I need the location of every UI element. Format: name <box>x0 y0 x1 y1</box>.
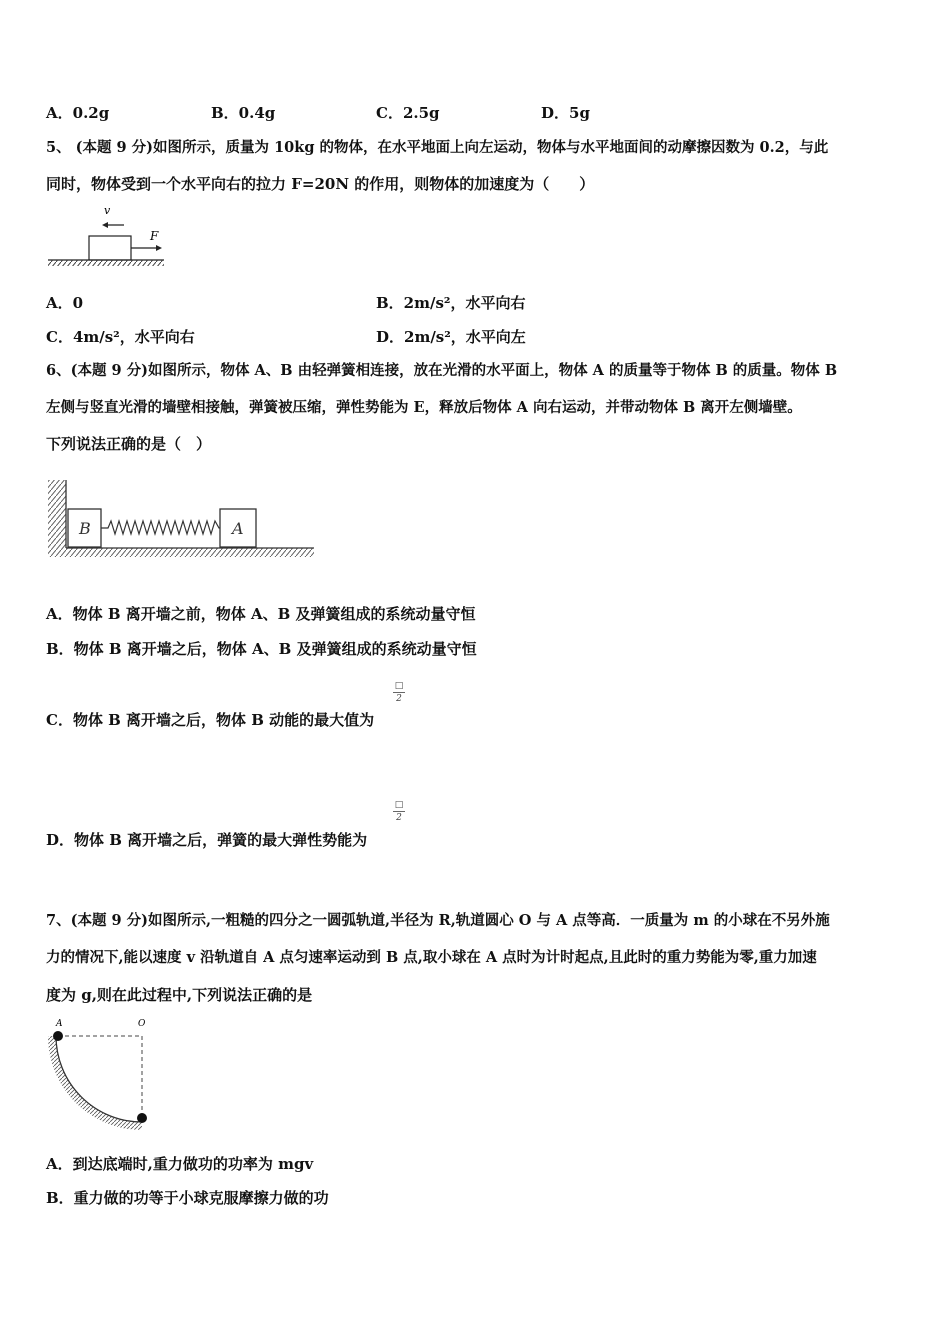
q7-stem-line1: 7、(本题 9 分)如图所示,一粗糙的四分之一圆弧轨道,半径为 R,轨道圆心 O 与 A 点等高．一质量为 m 的小球在不另外施 <box>46 912 830 929</box>
q5-option-b[interactable]: B．2m/s²，水平向右 <box>376 294 526 312</box>
q7-track-arc <box>56 1036 142 1122</box>
q5-option-d[interactable]: D．2m/s²，水平向左 <box>376 328 526 346</box>
q5-stem-line2: 同时，物体受到一个水平向右的拉力 F=20N 的作用，则物体的加速度为（ ） <box>46 175 595 193</box>
q6-option-c[interactable]: C．物体 B 离开墙之后，物体 B 动能的最大值为 <box>46 711 375 729</box>
q6-option-d[interactable]: D．物体 B 离开墙之后，弹簧的最大弹性势能为 <box>46 831 368 849</box>
q7-option-a[interactable]: A．到达底端时,重力做功的功率为 mgv <box>46 1155 314 1173</box>
q7-label-o: O <box>138 1019 146 1029</box>
q7-option-b[interactable]: B．重力做的功等于小球克服摩擦力做的功 <box>46 1189 329 1207</box>
fraction-numerator: □ <box>394 681 404 691</box>
q5-stem-line1: 5、 (本题 9 分)如图所示，质量为 10kg 的物体，在水平地面上向左运动，物体与水平地面间的动摩擦因数为 0.2，与此 <box>46 139 829 156</box>
q6-stem-line3: 下列说法正确的是（ ） <box>46 435 212 453</box>
q4-option-d[interactable]: D．5g <box>541 104 590 122</box>
q6-label-b: B <box>79 519 91 538</box>
q5-option-a[interactable]: A．0 <box>46 294 84 312</box>
q7-label-a: A <box>56 1019 63 1029</box>
q7-track-hatch <box>48 1036 142 1130</box>
q6-option-a[interactable]: A．物体 B 离开墙之前，物体 A、B 及弹簧组成的系统动量守恒 <box>46 605 476 623</box>
q5-figure-block-on-ground <box>46 202 168 268</box>
q6-option-b[interactable]: B．物体 B 离开墙之后，物体 A、B 及弹簧组成的系统动量守恒 <box>46 640 477 658</box>
q4-option-c[interactable]: C．2.5g <box>376 104 440 122</box>
q6-stem-line2: 左侧与竖直光滑的墙壁相接触，弹簧被压缩，弹性势能为 E，释放后物体 A 向右运动，并带动物体 B 离开左侧墙壁。 <box>46 399 802 416</box>
q7-ball-a <box>53 1031 63 1041</box>
q7-figure-quarter-arc-track <box>46 1014 158 1130</box>
fraction-denominator: 2 <box>396 813 402 823</box>
q4-option-a[interactable]: A．0.2g <box>46 104 110 122</box>
q6-label-a: A <box>232 519 244 538</box>
q6-wall-hatch <box>48 480 66 548</box>
q7-stem-line3: 度为 g,则在此过程中,下列说法正确的是 <box>46 986 313 1004</box>
q6-ground-hatch <box>48 548 314 557</box>
q6-spring <box>101 521 220 534</box>
q5-velocity-label: v <box>104 204 111 217</box>
q6-option-d-fraction <box>393 800 405 823</box>
q6-stem-line1: 6、(本题 9 分)如图所示，物体 A、B 由轻弹簧相连接，放在光滑的水平面上，物体 A 的质量等于物体 B 的质量。物体 B <box>46 362 838 379</box>
q7-ball-b <box>137 1113 147 1123</box>
q6-figure-spring-blocks <box>46 478 318 562</box>
q7-stem-line2: 力的情况下,能以速度 v 沿轨道自 A 点匀速率运动到 B 点,取小球在 A 点时为计时起点,且此时的重力势能为零,重力加速 <box>46 949 817 966</box>
q6-option-c-fraction <box>393 681 405 704</box>
q4-option-b[interactable]: B．0.4g <box>211 104 276 122</box>
q5-option-c[interactable]: C．4m/s²，水平向右 <box>46 328 195 346</box>
fraction-numerator: □ <box>394 800 404 810</box>
q5-block <box>89 236 131 260</box>
fraction-denominator: 2 <box>396 694 402 704</box>
q5-force-label: F <box>150 229 159 243</box>
